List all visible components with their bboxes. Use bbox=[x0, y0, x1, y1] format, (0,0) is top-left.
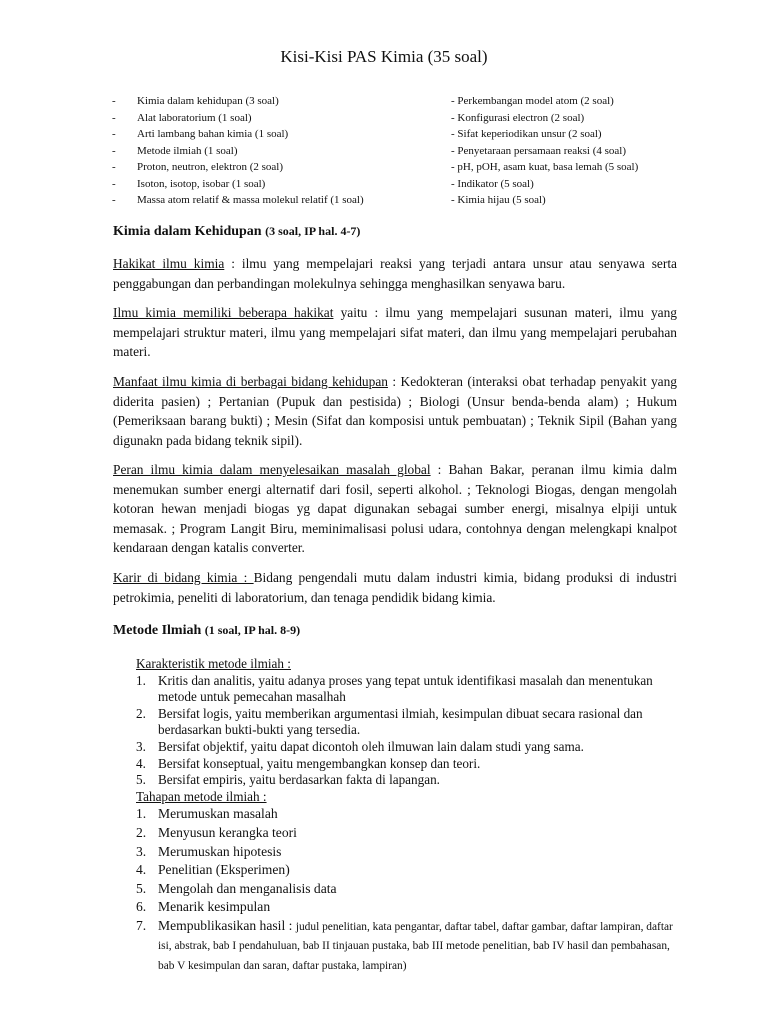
topic-item: - Proton, neutron, elektron (2 soal) bbox=[112, 161, 284, 173]
topic-list-left bbox=[112, 93, 432, 209]
topic-item: - Konfigurasi electron (2 soal) bbox=[451, 111, 585, 124]
list-item: 3. Bersifat objektif, yaitu dapat dicontoh oleh ilmuwan lain dalam studi yang sama. bbox=[136, 738, 584, 754]
list-item: 7. Mempublikasikan hasil : judul penelitian, kata pengantar, daftar tabel, daftar gambar, daftar lampiran, daftar isi, abstrak, bab I pendahuluan, bab II tinjauan pustaka, bab III metode penelitian, bab IV hasil dan pembahasan, bab V kesimpulan dan saran, daftar pustaka, lampiran) bbox=[136, 917, 673, 972]
topic-item: - Isoton, isotop, isobar (1 soal) bbox=[112, 177, 266, 190]
list-item: 2. Bersifat logis, yaitu memberikan argumentasi ilmiah, kesimpulan dibuat secara rasional dan berdasarkan bukti-bukti yang tersedia. bbox=[136, 705, 643, 738]
section-heading-kimia-dalam-kehidupan: Kimia dalam Kehidupan (3 soal, IP hal. 4-7) bbox=[113, 224, 361, 239]
paragraph-hakikat-ilmu: Ilmu kimia memiliki beberapa hakikat yaitu : ilmu yang mempelajari susunan materi, ilmu yang mempelajari struktur materi, ilmu yang mempelajari sifat materi, dan ilmu yang mempelajari perubahan materi. bbox=[113, 305, 678, 359]
topic-item: - pH, pOH, asam kuat, basa lemah (5 soal) bbox=[451, 161, 639, 173]
topic-item: - Perkembangan model atom (2 soal) bbox=[451, 95, 614, 107]
topic-item: - Arti lambang bahan kimia (1 soal) bbox=[112, 128, 289, 140]
list-item: 1. Kritis dan analitis, yaitu adanya proses yang tepat untuk identifikasi masalah dan menentukan metode untuk pemecahan masalhah bbox=[136, 672, 653, 705]
karakteristik-heading: Karakteristik metode ilmiah : bbox=[136, 656, 291, 671]
list-item: 1. Merumuskan masalah bbox=[136, 806, 278, 822]
topic-item: - Sifat keperiodikan unsur (2 soal) bbox=[451, 128, 602, 140]
list-item: 4. Penelitian (Eksperimen) bbox=[136, 862, 290, 878]
list-item: 6. Menarik kesimpulan bbox=[136, 899, 271, 915]
list-item: 5. Mengolah dan menganalisis data bbox=[136, 880, 337, 896]
paragraph-karir: Karir di bidang kimia : Bidang pengendali mutu dalam industri kimia, bidang produksi di industri petrokimia, peneliti di laboratorium, dan tenaga pendidik bidang kimia. bbox=[113, 570, 677, 605]
topic-item: - Kimia hijau (5 soal) bbox=[451, 194, 546, 206]
topic-item: - Metode ilmiah (1 soal) bbox=[112, 144, 238, 157]
metode-ilmiah-body bbox=[113, 656, 681, 975]
section-heading-metode-ilmiah: Metode Ilmiah (1 soal, IP hal. 8-9) bbox=[113, 623, 301, 638]
paragraph-hakikat: Hakikat ilmu kimia : ilmu yang mempelajari reaksi yang terjadi antara unsur atau senyawa serta penggabungan dan perbandingan molekulnya sehingga menghasilkan senyawa baru. bbox=[113, 256, 677, 291]
page-title: Kisi-Kisi PAS Kimia (35 soal) bbox=[280, 47, 488, 66]
list-item: 5. Bersifat empiris, yaitu berdasarkan fakta di lapangan. bbox=[136, 772, 440, 788]
tahapan-heading: Tahapan metode ilmiah : bbox=[136, 788, 267, 804]
topic-item: - Penyetaraan persamaan reaksi (4 soal) bbox=[451, 144, 627, 157]
list-item: 4. Bersifat konseptual, yaitu mengembangkan konsep dan teori. bbox=[136, 755, 481, 771]
paragraph-peran: Peran ilmu kimia dalam menyelesaikan masalah global : Bahan Bakar, peranan ilmu kimia dalm menemukan sumber energi alternatif dari fosil, seperti alkohol. ; Teknologi Biogas, dengan mengolah kotoran hewan menjadi biogas yg dapat digunakan sebagai sumber energi, misalnya elpiji untuk memasak. ; Program Langit Biru, meminimalisasi polusi udara, contohnya dengan melengkapi knalpot kendaraan dengan katalis converter. bbox=[113, 462, 678, 555]
topic-item: - Alat laboratorium (1 soal) bbox=[112, 111, 252, 124]
topic-item: - Massa atom relatif & massa molekul relatif (1 soal) bbox=[112, 194, 364, 206]
list-item: 3. Merumuskan hipotesis bbox=[136, 843, 282, 859]
paragraph-manfaat: Manfaat ilmu kimia di berbagai bidang kehidupan : Kedokteran (interaksi obat terhadap penyakit yang diderita pasien) ; Pertanian (Pupuk dan pestisida) ; Biologi (Unsur benda-benda alam) ; Hukum (Pemeriksaan barang bukti) ; Mesin (Sifat dan komposisi untuk pembuatan) ; Teknik Sipil (Bahan yang digunakn pada bidang teknik sipil). bbox=[113, 374, 677, 448]
topic-item: - Kimia dalam kehidupan (3 soal) bbox=[112, 95, 279, 107]
topic-list-right bbox=[451, 93, 711, 209]
list-item: 2. Menyusun kerangka teori bbox=[136, 824, 297, 840]
topic-item: - Indikator (5 soal) bbox=[451, 177, 534, 190]
